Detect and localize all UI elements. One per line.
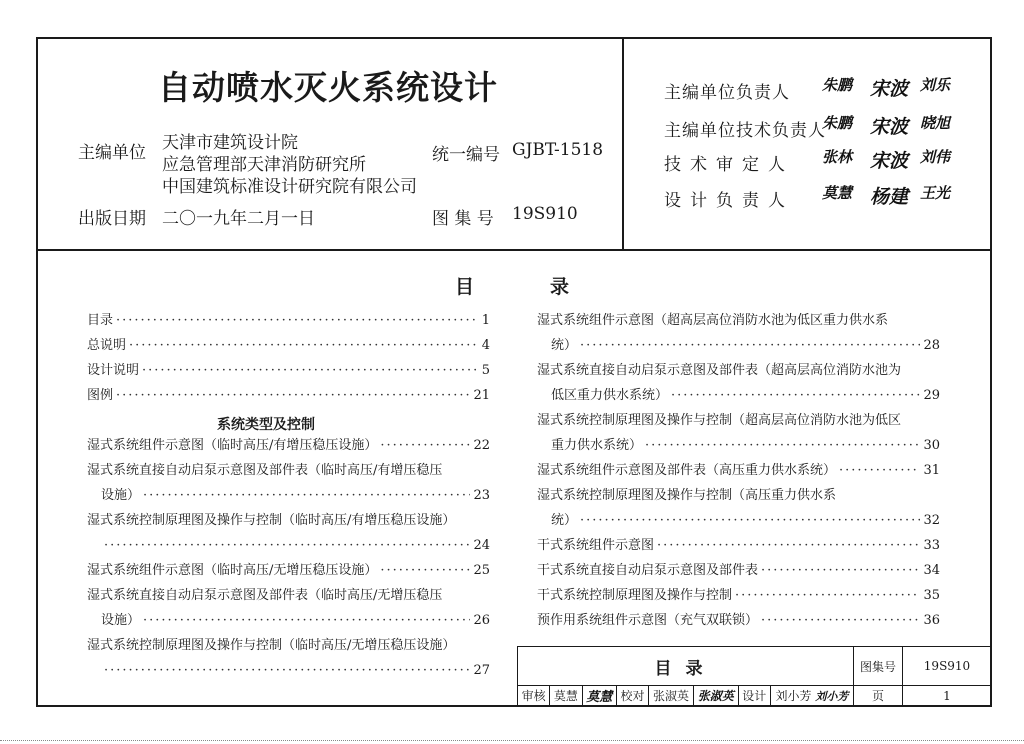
responsible-signature: 刘乐 (920, 76, 951, 94)
toc-leader-dots (580, 513, 920, 529)
toc-page-number: 32 (923, 513, 940, 528)
toc-entry-title: 湿式系统直接自动启泵示意图及部件表（超高层高位消防水池为 (537, 363, 902, 378)
toc-leader-dots (143, 613, 470, 629)
toc-leader-dots (761, 563, 920, 579)
toc-entry[interactable] (87, 338, 490, 354)
toc-entry-title: 湿式系统组件示意图（超高层高位消防水池为低区重力供水系 (537, 313, 889, 328)
editor-1: 天津市建筑设计院 (162, 133, 298, 153)
responsible-signature: 王光 (920, 184, 951, 202)
toc-page-number: 35 (923, 588, 940, 603)
toc-page-number: 33 (923, 538, 940, 553)
toc-entry-title: 设计说明 (87, 363, 140, 378)
check-name: 张淑英 (649, 686, 694, 706)
toc-entry-title: 目录 (87, 313, 114, 328)
toc-entry-title-cont: 低区重力供水系统） (551, 388, 669, 403)
toc-heading-right: 录 (550, 276, 570, 298)
toc-entry-title-cont: 重力供水系统） (551, 438, 643, 453)
title-block-title: 目录 (518, 647, 854, 686)
page-value: 1 (903, 686, 992, 706)
responsible-signature: 刘伟 (920, 148, 951, 166)
toc-leader-dots (380, 563, 470, 579)
toc-page-number: 29 (923, 388, 940, 403)
toc-leader-dots (104, 663, 470, 679)
toc-entry[interactable] (87, 363, 490, 379)
toc-leader-dots (580, 338, 920, 354)
title-block-atlas-label: 图集号 (854, 647, 903, 686)
title-block (517, 646, 992, 706)
toc-entry-title: 干式系统组件示意图 (537, 538, 655, 553)
toc-entry-title: 湿式系统控制原理图及操作与控制（临时高压/有增压稳压设施） (87, 513, 456, 528)
toc-leader-dots (761, 613, 920, 629)
toc-entry[interactable] (87, 588, 490, 629)
toc-leader-dots (735, 588, 920, 604)
toc-entry-title: 湿式系统控制原理图及操作与控制（超高层高位消防水池为低区 (537, 413, 902, 428)
toc-leader-dots (116, 388, 470, 404)
page-label: 页 (854, 686, 903, 706)
title-block-atlas-value: 19S910 (903, 647, 992, 686)
design-signature: 刘小芳 (815, 690, 849, 703)
toc-entry-title: 湿式系统组件示意图及部件表（高压重力供水系统） (537, 463, 837, 478)
toc-leader-dots (129, 338, 479, 354)
atlas-label: 图 集 号 (432, 209, 494, 229)
check-signature: 张淑英 (693, 686, 738, 706)
toc-entry[interactable] (87, 438, 490, 454)
responsible-role: 主编单位技术负责人 (664, 121, 826, 141)
toc-heading-left: 目 (454, 276, 474, 298)
toc-entry[interactable] (87, 388, 490, 404)
atlas-title: 自动喷水灭火系统设计 (158, 68, 498, 107)
review-label: 审核 (518, 686, 550, 706)
toc-entry-title: 湿式系统组件示意图（临时高压/有增压稳压设施） (87, 438, 378, 453)
toc-leader-dots (104, 538, 470, 554)
design-name: 刘小芳 (775, 689, 812, 703)
toc-page-number: 1 (481, 313, 490, 328)
toc-entry[interactable] (87, 463, 490, 504)
toc-entry[interactable] (87, 563, 490, 579)
toc-leader-dots (839, 463, 920, 479)
toc-leader-dots (671, 388, 920, 404)
toc-entry-title-cont: 统） (551, 513, 578, 528)
cover-divider (36, 249, 992, 251)
toc-entry-title-cont: 统） (551, 338, 578, 353)
responsible-signature: 宋波 (870, 116, 909, 138)
toc-entry-title: 预作用系统组件示意图（充气双联锁） (537, 613, 759, 628)
toc-entry[interactable] (537, 363, 940, 404)
toc-page-number: 23 (473, 488, 490, 503)
responsible-signature: 宋波 (870, 78, 909, 100)
date-value: 二〇一九年二月一日 (162, 209, 315, 229)
toc-page-number: 28 (923, 338, 940, 353)
toc-entry-title: 湿式系统组件示意图（临时高压/无增压稳压设施） (87, 563, 378, 578)
responsible-signature: 晓旭 (920, 114, 951, 132)
toc-entry[interactable] (537, 463, 940, 479)
date-label: 出版日期 (78, 209, 146, 229)
toc-entry-title: 干式系统控制原理图及操作与控制 (537, 588, 733, 603)
toc-leader-dots (142, 363, 479, 379)
editor-label: 主编单位 (78, 143, 146, 163)
toc-page-number: 34 (923, 563, 940, 578)
toc-page-number: 4 (481, 338, 490, 353)
editor-3: 中国建筑标准设计研究院有限公司 (162, 177, 417, 197)
toc-page-number: 31 (923, 463, 940, 478)
toc-entry[interactable] (537, 538, 940, 554)
toc-entry[interactable] (87, 638, 490, 679)
toc-entry[interactable] (87, 313, 490, 329)
design-label: 设计 (738, 686, 770, 706)
toc-entry-title: 湿式系统控制原理图及操作与控制（临时高压/无增压稳压设施） (87, 638, 456, 653)
toc-entry-title: 湿式系统直接自动启泵示意图及部件表（临时高压/有增压稳压 (87, 463, 443, 478)
responsible-signature: 张林 (822, 148, 853, 166)
toc-leader-dots (657, 538, 920, 554)
page-bottom-rule (0, 740, 1024, 741)
toc-entry-title: 湿式系统直接自动启泵示意图及部件表（临时高压/无增压稳压 (87, 588, 443, 603)
toc-entry[interactable] (537, 588, 940, 604)
toc-section-heading: 系统类型及控制 (217, 417, 315, 433)
toc-entry-title: 干式系统直接自动启泵示意图及部件表 (537, 563, 759, 578)
review-name: 莫慧 (550, 686, 582, 706)
toc-page-number: 26 (473, 613, 490, 628)
toc-page-number: 24 (473, 538, 490, 553)
toc-leader-dots (116, 313, 479, 329)
responsible-role: 技术审定人 (664, 155, 794, 175)
design-name-and-signature (770, 686, 853, 706)
responsible-signature: 朱鹏 (822, 114, 853, 132)
code-value: GJBT-1518 (512, 140, 604, 160)
toc-entry[interactable] (537, 613, 940, 629)
code-label: 统一编号 (432, 145, 500, 165)
atlas-value: 19S910 (512, 204, 578, 224)
toc-heading (0, 272, 1024, 299)
toc-entry[interactable] (537, 413, 940, 454)
toc-page-number: 21 (473, 388, 490, 403)
toc-page-number: 5 (481, 363, 490, 378)
toc-page-number: 30 (923, 438, 940, 453)
toc-leader-dots (645, 438, 920, 454)
check-label: 校对 (616, 686, 648, 706)
responsible-signature: 朱鹏 (822, 76, 853, 94)
toc-entry-title-cont: 设施） (101, 488, 141, 503)
toc-entry-title: 总说明 (87, 338, 127, 353)
responsible-signature: 莫慧 (822, 184, 853, 202)
toc-page-number: 22 (473, 438, 490, 453)
toc-page-number: 36 (923, 613, 940, 628)
toc-entry-title: 湿式系统控制原理图及操作与控制（高压重力供水系 (537, 488, 837, 503)
responsible-signature: 杨建 (870, 186, 909, 208)
editor-2: 应急管理部天津消防研究所 (162, 155, 366, 175)
review-signature: 莫慧 (582, 686, 616, 706)
responsible-signature: 宋波 (870, 150, 909, 172)
toc-leader-dots (143, 488, 470, 504)
toc-leader-dots (380, 438, 470, 454)
toc-page-number: 27 (473, 663, 490, 678)
toc-page-number: 25 (473, 563, 490, 578)
toc-entry[interactable] (537, 488, 940, 529)
responsible-role: 设计负责人 (664, 191, 794, 211)
toc-entry-title: 图例 (87, 388, 114, 403)
cover-vertical-divider (622, 37, 624, 250)
toc-entry[interactable] (537, 563, 940, 579)
toc-entry[interactable] (87, 513, 490, 554)
toc-entry-title-cont: 设施） (101, 613, 141, 628)
toc-entry[interactable] (537, 313, 940, 354)
responsible-role: 主编单位负责人 (664, 83, 790, 103)
